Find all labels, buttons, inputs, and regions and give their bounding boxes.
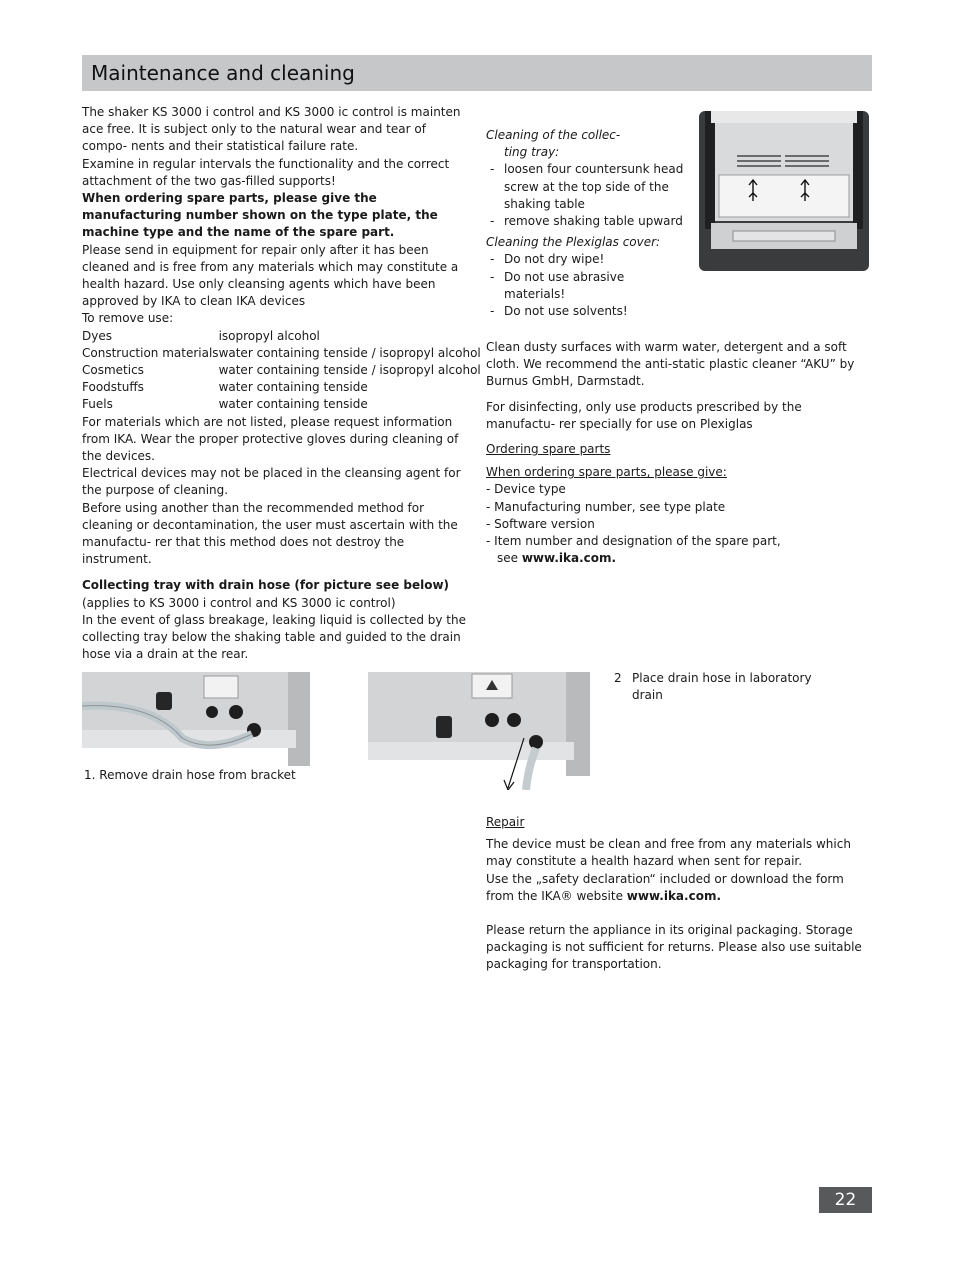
ordering-heading: Ordering spare parts (486, 442, 611, 457)
agent-cell: water containing tenside / isopropyl alcohol (218, 345, 481, 360)
plexi-step-3: Do not use solvents! (504, 304, 628, 319)
repair-heading: Repair (486, 815, 525, 829)
plexi-step-1: Do not dry wipe! (504, 252, 605, 267)
ika-website-link[interactable]: www.ika.com. (626, 888, 721, 903)
figure-1-caption: 1. Remove drain hose from bracket (84, 768, 296, 782)
figure-place-hose (368, 672, 606, 790)
repair-cleaning-note: Please send in equipment for repair only after it has been cleaned and is free from any materials which may constitute a health hazard. Use only cleansing agents which have been approved by IKA to clean IKA devices (82, 242, 459, 309)
disinfecting-note: For disinfecting, only use products prescribed by the manufactu- rer specially for use on Plexiglas (486, 399, 802, 431)
tray-description: In the event of glass breakage, leaking liquid is collected by the collecting tray below the shaking table and guided to the drain hose via a drain at the rear. (82, 612, 466, 662)
spare-parts-note: When ordering spare parts, please give the manufacturing number shown on the type plate, the machine type and the name of the spare part. (82, 191, 438, 240)
list-item: - Do not dry wipe! (486, 251, 686, 268)
repair-paragraph-1: The device must be clean and free from any materials which may constitute a health hazard when sent for repair. (486, 837, 851, 869)
ika-website-link[interactable]: www.ika.com. (521, 551, 617, 566)
page-number: 22 (819, 1187, 872, 1213)
material-cell: Foodstuffs (82, 380, 144, 395)
repair-block (486, 814, 872, 974)
tray-step-2: remove shaking table upward (504, 214, 683, 229)
tray-cleaning-block (486, 127, 686, 320)
tray-cleaning-title: Cleaning of the collec- (486, 128, 621, 142)
tray-cleaning-title-cont: ting tray: (504, 145, 560, 160)
tray-step-1: loosen four countersunk head screw at the top side of the shaking table (504, 162, 684, 211)
repair-paragraph-3: Please return the appliance in its original packaging. Storage packaging is not sufficient for returns. Please also use suitable packaging for transportation. (486, 923, 862, 972)
ordering-item-4: Item number and designation of the spare part, (494, 534, 781, 549)
list-item: - loosen four countersunk head screw at the top side of the shaking table (486, 161, 686, 213)
intro-paragraph: The shaker KS 3000 i control and KS 3000 ic control is mainten ace free. It is subject only to the natural wear and tear of compo- nents and their statistical failure rate. (82, 105, 461, 154)
cleaning-agent-table (82, 328, 481, 414)
agent-cell: isopropyl alcohol (218, 328, 320, 343)
plexi-step-2: Do not use abrasive materials! (504, 269, 625, 301)
list-item: - Do not use solvents! (486, 303, 686, 320)
ordering-item-1: Device type (494, 482, 566, 497)
repair-paragraph-2 (486, 871, 872, 905)
to-remove-label: To remove use: (82, 311, 174, 326)
table-row (82, 328, 481, 345)
agent-cell: water containing tenside (218, 397, 368, 412)
drain-hose-lab-illustration (368, 672, 606, 790)
material-cell: Construction materials (82, 345, 219, 360)
not-listed-note: For materials which are not listed, please request information from IKA. Wear the proper protective gloves during cleaning of the devices. (82, 414, 459, 464)
dusty-surfaces-note: Clean dusty surfaces with warm water, detergent and a soft cloth. We recommend the anti-static plastic cleaner “AKU” by Burnus GmbH, Darmstadt. (486, 340, 855, 389)
ordering-item-2: Manufacturing number, see type plate (494, 499, 726, 514)
list-item: - Device type (486, 482, 566, 497)
ordering-item-3: Software version (494, 516, 595, 531)
table-row (82, 345, 481, 362)
list-item: - Do not use abrasive materials! (486, 269, 686, 303)
tray-applies: (applies to KS 3000 i control and KS 3000 ic control) (82, 595, 396, 610)
material-cell: Dyes (82, 328, 112, 343)
see-prefix: see (497, 551, 522, 566)
table-row (82, 362, 481, 379)
repair-form-text: Use the „safety declaration“ included or download the form from the IKA® website (486, 871, 844, 903)
page-title: Maintenance and cleaning (91, 61, 355, 85)
material-cell: Fuels (82, 397, 113, 412)
agent-cell: water containing tenside / isopropyl alcohol (218, 363, 481, 378)
plexiglas-cleaning-title: Cleaning the Plexiglas cover: (486, 235, 661, 250)
table-row (82, 396, 481, 413)
list-item: - Manufacturing number, see type plate (486, 499, 726, 514)
material-cell: Cosmetics (82, 363, 144, 378)
right-column (486, 339, 874, 567)
shaker-photo (697, 111, 871, 273)
ordering-subheading: When ordering spare parts, please give: (486, 465, 727, 480)
figure-2-text: Place drain hose in laboratory drain (632, 671, 812, 703)
list-item: - Item number and designation of the spare part, (486, 534, 781, 549)
list-item: - Software version (486, 516, 595, 531)
table-row (82, 379, 481, 396)
see-website-line (486, 550, 874, 567)
agent-cell: water containing tenside (218, 380, 368, 395)
tray-heading: Collecting tray with drain hose (for picture see below) (82, 578, 450, 593)
left-column (82, 104, 481, 664)
section-header (82, 55, 872, 91)
drain-hose-bracket-illustration (82, 672, 320, 766)
figure-2-number: 2 (614, 671, 622, 685)
list-item: - remove shaking table upward (486, 213, 686, 230)
shaker-illustration (697, 111, 871, 273)
figure-2-caption (614, 670, 814, 704)
alternative-method-note: Before using another than the recommended method for cleaning or decontamination, the user must ascertain with the manufactu- rer that this method does not destroy the instrument. (82, 500, 458, 567)
intro-check-paragraph: Examine in regular intervals the functionality and the correct attachment of the two gas-filled supports! (82, 156, 450, 188)
electrical-note: Electrical devices may not be placed in the cleansing agent for the purpose of cleaning. (82, 466, 461, 498)
figure-remove-hose (82, 672, 320, 766)
